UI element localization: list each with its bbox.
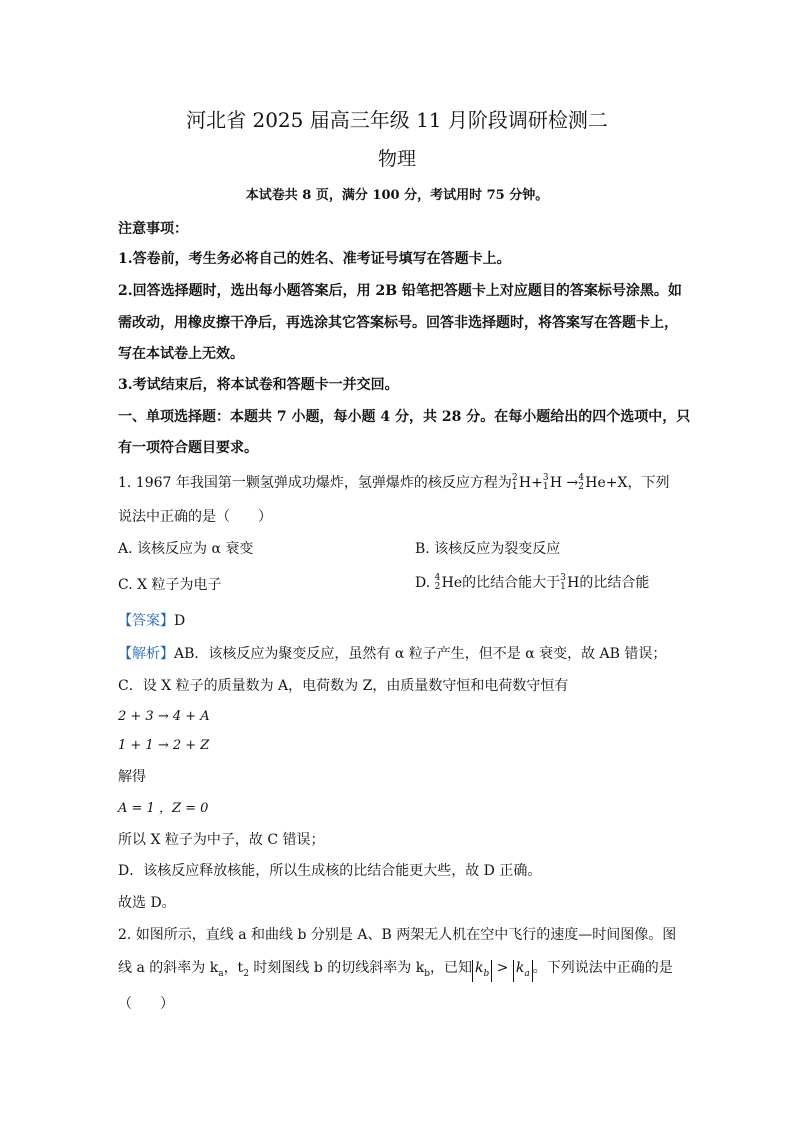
q1-option-d (415, 574, 649, 592)
analysis-text-1: AB．该核反应为聚变反应，虽然有 α 粒子产生，但不是 α 衰变，故 AB 错误； (174, 646, 667, 662)
gt-sign: > (496, 960, 509, 976)
q1-stem-text: 1. 1967 年我国第一颗氢弹成功爆炸，氢弹爆炸的核反应方程为 (118, 475, 512, 491)
h2-charge: 1 (511, 482, 518, 492)
q1-option-c: C. X 粒子为电子 (118, 577, 222, 593)
optd-he-mass: 4 (434, 573, 441, 583)
q1-stem (118, 474, 669, 492)
q2-sub-a: a (218, 968, 224, 979)
q1-conclusion-c: 所以 X 粒子为中子，故 C 错误； (118, 832, 325, 848)
analysis-tag: 【解析】 (118, 646, 174, 662)
h3-mass: 3 (542, 473, 549, 483)
q1-stem-line-2: 说法中正确的是（ ） (118, 509, 272, 525)
optd-h3-symbol: H (567, 575, 580, 591)
q1-result: A = 1 ，Z = 0 (118, 801, 209, 816)
q2-stem-line-2 (118, 960, 673, 982)
notice-item-1: 1.答卷前，考生务必将自己的姓名、准考证号填写在答题卡上。 (118, 251, 511, 267)
optd-he-charge: 2 (434, 582, 441, 592)
q1-equation-2: 1 + 1 → 2 + Z (118, 738, 210, 753)
h3-symbol: H (549, 475, 563, 491)
abs-kb: $k_b$ (472, 960, 492, 982)
q2-text-d: ，已知 (429, 960, 472, 976)
he-mass: 4 (578, 473, 584, 483)
optd-h3-mass: 3 (560, 573, 566, 583)
h2-mass: 2 (511, 473, 518, 483)
q1-option-b: B. 该核反应为裂变反应 (415, 541, 561, 557)
eq-plus-2: + (605, 475, 618, 491)
q1-stem-tail: ，下列 (627, 475, 670, 491)
q2-stem-line-1: 2. 如图所示，直线 a 和曲线 b 分别是 A、B 两架无人机在空中飞行的速度—时间图像。图 (118, 927, 677, 943)
q2-stem-line-3: （ ） (118, 996, 174, 1012)
eq-arrow: → (566, 475, 579, 491)
eq-plus-1: + (531, 475, 543, 491)
nuclear-equation (512, 475, 628, 491)
q1-analysis-line-2: C．设 X 粒子的质量数为 A，电荷数为 Z，由质量数守恒和电荷数守恒有 (118, 678, 569, 694)
q2-text-a: 线 a 的斜率为 k (118, 960, 219, 976)
q2-sub-t: 2 (243, 968, 249, 979)
q2-text-c: 时刻图线 b 的切线斜率为 k (248, 960, 425, 976)
abs-ka: $k_a$ (513, 960, 533, 982)
q1-option-d-mid: 的比结合能大于 (462, 575, 561, 591)
notice-heading: 注意事项： (118, 221, 188, 237)
h3-charge: 1 (542, 482, 549, 492)
q1-answer (118, 614, 185, 628)
q1-option-d-label: D. (415, 575, 431, 591)
exam-info: 本试卷共 8 页，满分 100 分，考试用时 75 分钟。 (245, 188, 549, 203)
optd-he-symbol: He (441, 575, 463, 591)
exam-title: 河北省 2025 届高三年级 11 月阶段调研检测二 (186, 108, 608, 132)
q2-text-b: ，t (223, 960, 244, 976)
q2-text-e: 。下列说法中正确的是 (532, 960, 673, 976)
subject-title: 物理 (377, 148, 416, 170)
q1-conclusion-d: D．该核反应释放核能，所以生成核的比结合能更大些，故 D 正确。 (118, 863, 542, 879)
answer-tag: 【答案】 (118, 613, 174, 629)
notice-item-2-line-1: 2.回答选择题时，选出每小题答案后，用 2B 铅笔把答题卡上对应题目的答案标号涂黑。如 (118, 283, 682, 299)
h2-symbol: H (518, 475, 532, 491)
q1-analysis-line-1 (118, 647, 666, 661)
he-symbol: He (585, 475, 606, 491)
q2-sub-b: b (424, 968, 430, 979)
notice-item-2-line-3: 写在本试卷上无效。 (118, 346, 244, 362)
q1-solve-label: 解得 (118, 769, 146, 785)
notice-item-2-line-2: 需改动，用橡皮擦干净后，再选涂其它答案标号。回答非选择题时，将答案写在答题卡上， (118, 315, 678, 331)
notice-item-3: 3.考试结束后，将本试卷和答题卡一并交回。 (118, 377, 399, 393)
answer-value: D (174, 613, 186, 629)
he-charge: 2 (578, 482, 584, 492)
optd-h3-charge: 1 (560, 582, 566, 592)
section-heading-line-2: 有一项符合题目要求。 (118, 440, 258, 456)
q1-option-a: A. 该核反应为 α 衰变 (118, 541, 254, 557)
x-symbol: X (617, 475, 628, 491)
q1-equation-1: 2 + 3 → 4 + A (118, 709, 210, 724)
section-heading-line-1: 一、单项选择题：本题共 7 小题，每小题 4 分，共 28 分。在每小题给出的四个选项中，只 (118, 409, 691, 425)
q1-option-d-tail: 的比结合能 (579, 575, 650, 591)
q1-final: 故选 D。 (118, 895, 176, 911)
